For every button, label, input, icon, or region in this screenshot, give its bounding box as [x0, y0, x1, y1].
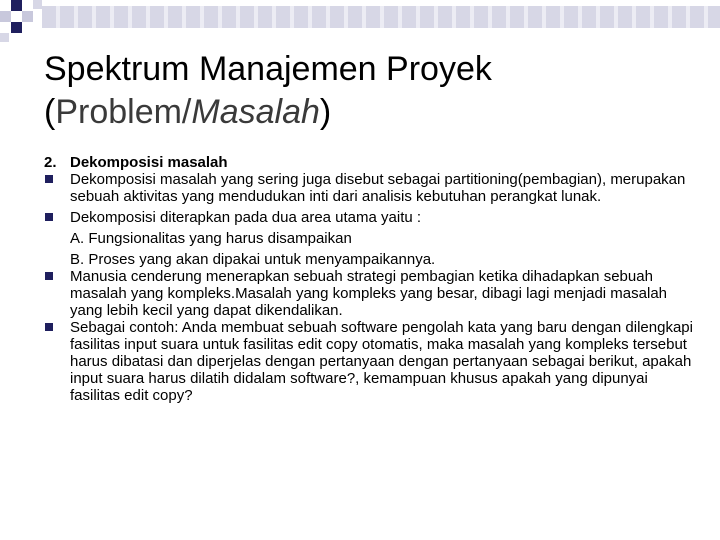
- header-bar: [42, 6, 720, 28]
- corner-square-light: [22, 11, 33, 22]
- corner-square-light: [33, 0, 42, 9]
- bullet-item: [44, 268, 694, 319]
- sub-item: A. Fungsionalitas yang harus disampaikan: [70, 230, 352, 247]
- heading-text: Dekomposisi masalah: [70, 154, 228, 171]
- slide-title: [44, 48, 684, 134]
- bullet-item: [44, 209, 694, 226]
- section-heading: [44, 154, 694, 171]
- square-bullet-icon: [45, 213, 53, 221]
- title-close-paren: ): [319, 93, 332, 131]
- slide-body: [44, 154, 694, 404]
- title-line-2: [44, 91, 684, 134]
- bullet-text: Dekomposisi diterapkan pada dua area utama yaitu :: [70, 209, 422, 226]
- corner-decoration: [0, 0, 720, 50]
- square-bullet-icon: [45, 272, 53, 280]
- title-line-1: Spektrum Manajemen Proyek: [44, 50, 492, 88]
- heading-number: 2.: [44, 154, 57, 171]
- sub-item: B. Proses yang akan dipakai untuk menyampaikannya.: [70, 251, 436, 268]
- bullet-text: Manusia cenderung menerapkan sebuah strategi pembagian ketika dihadapkan sebuah masalah yang kompleks.Masalah yang kompleks yang besar, dibagi lagi menjadi masalah yang lebih kecil yang dapat dikendalikan.: [70, 268, 667, 319]
- square-bullet-icon: [45, 323, 53, 331]
- square-bullet-icon: [45, 175, 53, 183]
- title-masalah: Masalah: [191, 93, 320, 131]
- title-open-paren: (: [44, 93, 56, 131]
- title-problem: Problem/: [55, 93, 192, 131]
- corner-square-light: [0, 33, 9, 42]
- bullet-item: [44, 171, 694, 205]
- bullet-text: Dekomposisi masalah yang sering juga disebut sebagai partitioning(pembagian), merupakan sebuah aktivitas yang mendudukan inti dari analisis kebutuhan perangkat lunak.: [70, 171, 686, 205]
- corner-square-dark: [11, 0, 22, 11]
- corner-square-light: [0, 11, 11, 22]
- bullet-item: [44, 319, 694, 404]
- bullet-text: Sebagai contoh: Anda membuat sebuah software pengolah kata yang baru dengan dilengkapi fasilitas input suara untuk fasilitas edit copy otomatis, maka masalah yang kompleks tersebut harus dibatasi dan diperjelas dengan pertanyaan dengan pertanyaan sebagai berikut, apakah input suara harus dilatih didalam software?, kemampuan khusus apakah yang dipunyai fasilitas edit copy?: [70, 319, 693, 404]
- corner-square-dark: [11, 22, 22, 33]
